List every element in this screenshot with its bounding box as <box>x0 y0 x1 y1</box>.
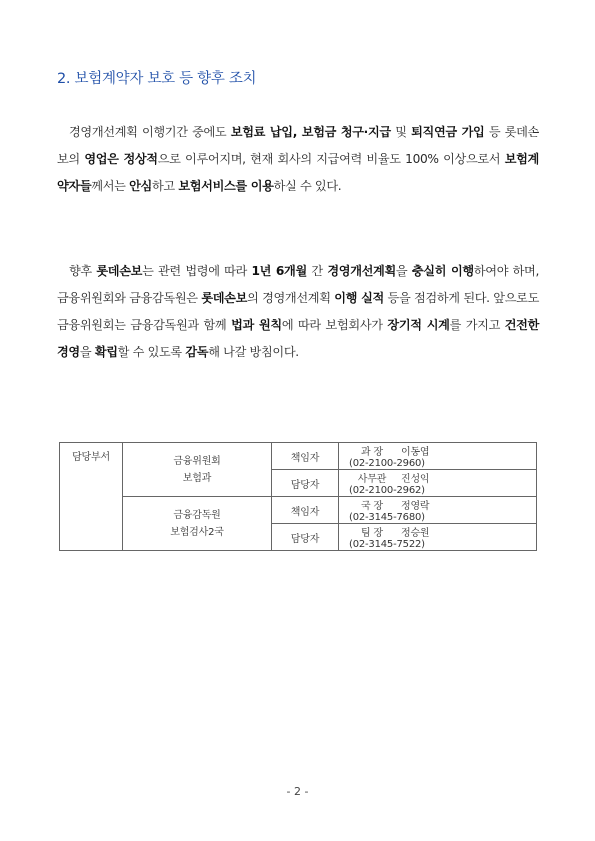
emphasis-text: 경영개선계획 <box>327 264 396 278</box>
position: 사무관 <box>357 474 387 485</box>
emphasis-text: 보험서비스를 이용 <box>178 179 274 193</box>
phone-number: (02-3145-7680) <box>349 512 425 523</box>
body-text: 간 <box>306 264 328 278</box>
emphasis-text: 확립 <box>94 345 118 359</box>
emphasis-text: 보험료 납입, 보험금 청구·지급 <box>230 125 391 139</box>
body-text: 하여야 하며, 금융위원회와 금융감독원은 <box>57 264 539 305</box>
person-name: 정승원 <box>401 528 430 539</box>
person-cell <box>339 470 537 497</box>
position: 과 장 <box>361 447 383 458</box>
table-row <box>60 443 537 470</box>
body-text: 해 나갈 방침이다. <box>208 345 299 359</box>
emphasis-text: 장기적 시계 <box>387 318 450 332</box>
dept-label-cell: 담당부서 <box>60 443 123 551</box>
phone-number: (02-3145-7522) <box>349 539 425 550</box>
table-row <box>60 497 537 524</box>
body-text: 의 경영개선계획 <box>247 291 335 305</box>
org-cell-fsc <box>123 443 272 497</box>
org-cell-fss <box>123 497 272 551</box>
body-text: 및 <box>390 125 412 139</box>
emphasis-text: 영업은 정상적 <box>84 152 158 166</box>
body-text: 는 관련 법령에 따라 <box>142 264 252 278</box>
emphasis-text: 퇴직연금 가입 <box>411 125 485 139</box>
person-cell <box>339 443 537 470</box>
role-cell: 책임자 <box>272 443 339 470</box>
body-text: 께서는 <box>91 179 130 193</box>
body-text: 할 수 있도록 <box>117 345 186 359</box>
body-text: 하실 수 있다. <box>273 179 342 193</box>
role-cell: 담당자 <box>272 524 339 551</box>
org-division: 보험과 <box>182 472 212 484</box>
emphasis-text: 이행 실적 <box>334 291 384 305</box>
emphasis-text: 충실히 이행 <box>411 264 474 278</box>
page-number: - 2 - <box>286 785 309 798</box>
body-text: 에 따라 보험회사가 <box>281 318 388 332</box>
body-text: 으로 이루어지며, 현재 회사의 지급여력 비율도 100% 이상으로서 <box>157 152 505 166</box>
body-text: 을 <box>79 345 95 359</box>
person-name: 이동엽 <box>401 447 430 458</box>
phone-number: (02-2100-2960) <box>349 458 425 469</box>
body-text: 경영개선계획 이행기간 중에도 <box>69 125 231 139</box>
emphasis-text: 보험계약자들 <box>57 152 539 193</box>
position: 국 장 <box>361 501 383 512</box>
person-name: 진성익 <box>401 474 430 485</box>
body-text: 등 롯데손보의 <box>57 125 539 166</box>
paragraph-policyholder-protection <box>57 119 539 200</box>
paragraph-future-plans <box>57 258 539 366</box>
org-name: 금융감독원 <box>173 509 221 521</box>
body-text: 등을 점검하게 된다. 앞으로도 금융위원회는 금융감독원과 함께 <box>57 291 539 332</box>
emphasis-text: 롯데손보 <box>96 264 143 278</box>
body-text: 하고 <box>151 179 179 193</box>
emphasis-text: 법과 원칙 <box>231 318 282 332</box>
emphasis-text: 건전한 경영 <box>57 318 539 359</box>
section-heading: 2. 보험계약자 보호 등 향후 조치 <box>57 71 257 87</box>
org-division: 보험검사2국 <box>170 526 224 538</box>
person-cell <box>339 497 537 524</box>
paragraph-2-body <box>57 264 539 359</box>
body-text: 를 가지고 <box>449 318 505 332</box>
person-name: 정영락 <box>401 501 430 512</box>
emphasis-text: 감독 <box>185 345 209 359</box>
body-text: 을 <box>395 264 412 278</box>
org-name: 금융위원회 <box>173 455 221 467</box>
body-text: 향후 <box>69 264 97 278</box>
position: 팀 장 <box>361 528 383 539</box>
emphasis-text: 롯데손보 <box>201 291 248 305</box>
role-cell: 책임자 <box>272 497 339 524</box>
contact-table <box>59 442 537 551</box>
phone-number: (02-2100-2962) <box>349 485 425 496</box>
emphasis-text: 1년 6개월 <box>251 264 307 278</box>
paragraph-1-body <box>57 125 539 193</box>
person-cell <box>339 524 537 551</box>
role-cell: 담당자 <box>272 470 339 497</box>
emphasis-text: 안심 <box>129 179 152 193</box>
